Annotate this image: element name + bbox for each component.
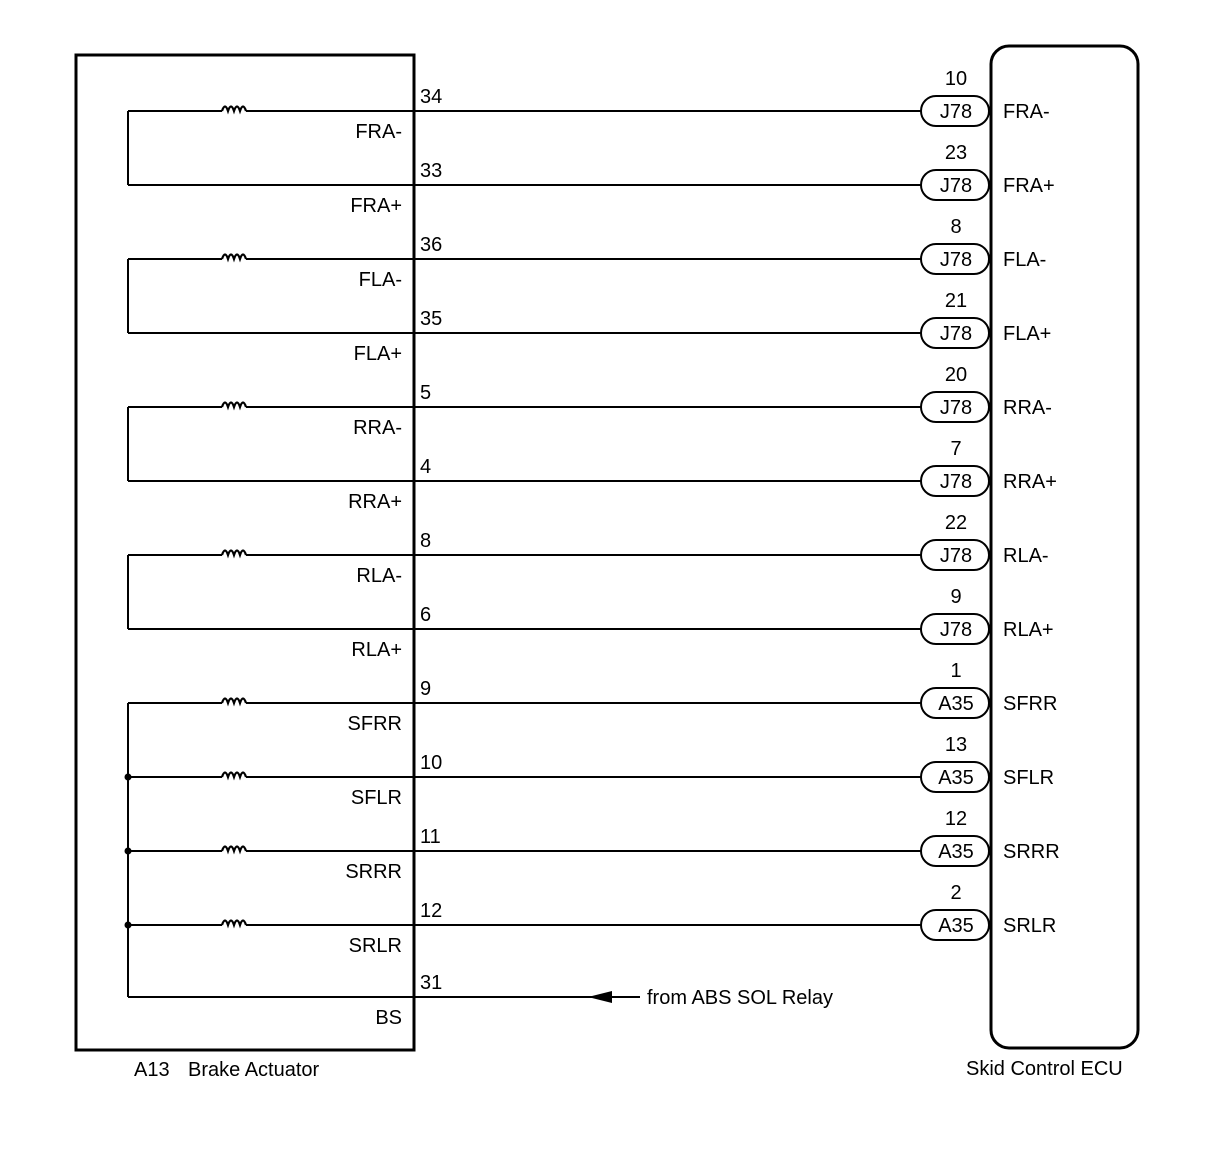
solenoid-coil-icon xyxy=(222,921,246,926)
wires xyxy=(125,68,1060,1029)
ecu-terminal-label: SFLR xyxy=(1003,767,1055,789)
ecu-terminal-label: RRA- xyxy=(1003,397,1052,419)
actuator-pin: 31 xyxy=(420,972,443,994)
ecu-pin: 23 xyxy=(944,142,968,164)
actuator-pin: 33 xyxy=(420,160,443,182)
actuator-terminal-label: FLA- xyxy=(358,269,402,291)
ecu-pin: 13 xyxy=(944,734,968,756)
power-source-label: from ABS SOL Relay xyxy=(647,987,833,1009)
connector-code: J78 xyxy=(939,619,973,641)
ecu-terminal-label: SRRR xyxy=(1003,841,1060,863)
actuator-pin: 10 xyxy=(420,752,443,774)
actuator-pin: 11 xyxy=(420,826,441,848)
ecu-terminal-label: FLA- xyxy=(1003,249,1047,271)
junction-dot xyxy=(125,774,132,781)
ecu-pin: 9 xyxy=(950,586,962,608)
ecu-pin: 7 xyxy=(950,438,962,460)
actuator-terminal-label: RLA- xyxy=(356,565,402,587)
ecu-pin: 20 xyxy=(944,364,968,386)
solenoid-coil-icon xyxy=(222,403,246,408)
actuator-pin: 5 xyxy=(420,382,432,404)
actuator-pin: 4 xyxy=(420,456,432,478)
ecu-pin: 21 xyxy=(944,290,968,312)
connector-code: A35 xyxy=(938,841,974,863)
connector-code: J78 xyxy=(939,545,973,567)
connector-code: J78 xyxy=(939,397,973,419)
actuator-terminal-label: BS xyxy=(375,1007,402,1029)
actuator-terminal-label: SFRR xyxy=(347,713,402,735)
actuator-pin: 9 xyxy=(420,678,432,700)
arrow-left-icon xyxy=(588,991,612,1003)
actuator-pin: 36 xyxy=(420,234,443,256)
ecu-pin: 12 xyxy=(944,808,968,830)
ecu-pin: 22 xyxy=(944,512,968,534)
ecu-terminal-label: RLA+ xyxy=(1003,619,1054,641)
ecu-terminal-label: FRA- xyxy=(1003,101,1050,123)
ecu-terminal-label: RLA- xyxy=(1003,545,1049,567)
connector-code: A35 xyxy=(938,767,974,789)
solenoid-coil-icon xyxy=(222,773,246,778)
ecu-name: Skid Control ECU xyxy=(966,1058,1123,1080)
connector-code: J78 xyxy=(939,249,973,271)
solenoid-coil-icon xyxy=(222,699,246,704)
ecu-terminal-label: RRA+ xyxy=(1003,471,1057,493)
ecu-pin: 1 xyxy=(950,660,962,682)
actuator-terminal-label: RRA+ xyxy=(348,491,402,513)
actuator-terminal-label: SRLR xyxy=(348,935,402,957)
connector-code: J78 xyxy=(939,175,973,197)
connector-code: J78 xyxy=(939,323,973,345)
actuator-terminal-label: RLA+ xyxy=(351,639,402,661)
actuator-pin: 34 xyxy=(420,86,443,108)
solenoid-coil-icon xyxy=(222,255,246,260)
actuator-terminal-label: SFLR xyxy=(350,787,402,809)
ecu-terminal-label: SRLR xyxy=(1003,915,1057,937)
ecu-terminal-label: FLA+ xyxy=(1003,323,1052,345)
actuator-pin: 8 xyxy=(420,530,432,552)
solenoid-coil-icon xyxy=(222,847,246,852)
actuator-pin: 35 xyxy=(420,308,443,330)
ecu-pin: 8 xyxy=(950,216,962,238)
connector-code: A35 xyxy=(938,693,974,715)
actuator-terminal-label: FRA+ xyxy=(350,195,402,217)
actuator-terminal-label: RRA- xyxy=(353,417,402,439)
actuator-terminal-label: SRRR xyxy=(345,861,402,883)
connector-code: J78 xyxy=(939,471,973,493)
ecu-pin: 10 xyxy=(944,68,968,90)
solenoid-coil-icon xyxy=(222,107,246,112)
junction-dot xyxy=(125,922,132,929)
junction-dot xyxy=(125,848,132,855)
solenoid-coil-icon xyxy=(222,551,246,556)
connector-code: A35 xyxy=(938,915,974,937)
actuator-pin: 12 xyxy=(420,900,443,922)
actuator-name: Brake Actuator xyxy=(188,1059,320,1081)
actuator-terminal-label: FRA- xyxy=(355,121,402,143)
ecu-terminal-label: FRA+ xyxy=(1003,175,1055,197)
actuator-terminal-label: FLA+ xyxy=(353,343,402,365)
ecu-pin: 2 xyxy=(950,882,962,904)
actuator-code: A13 xyxy=(134,1059,170,1081)
actuator-pin: 6 xyxy=(420,604,432,626)
connector-code: J78 xyxy=(939,101,973,123)
ecu-terminal-label: SFRR xyxy=(1003,693,1058,715)
